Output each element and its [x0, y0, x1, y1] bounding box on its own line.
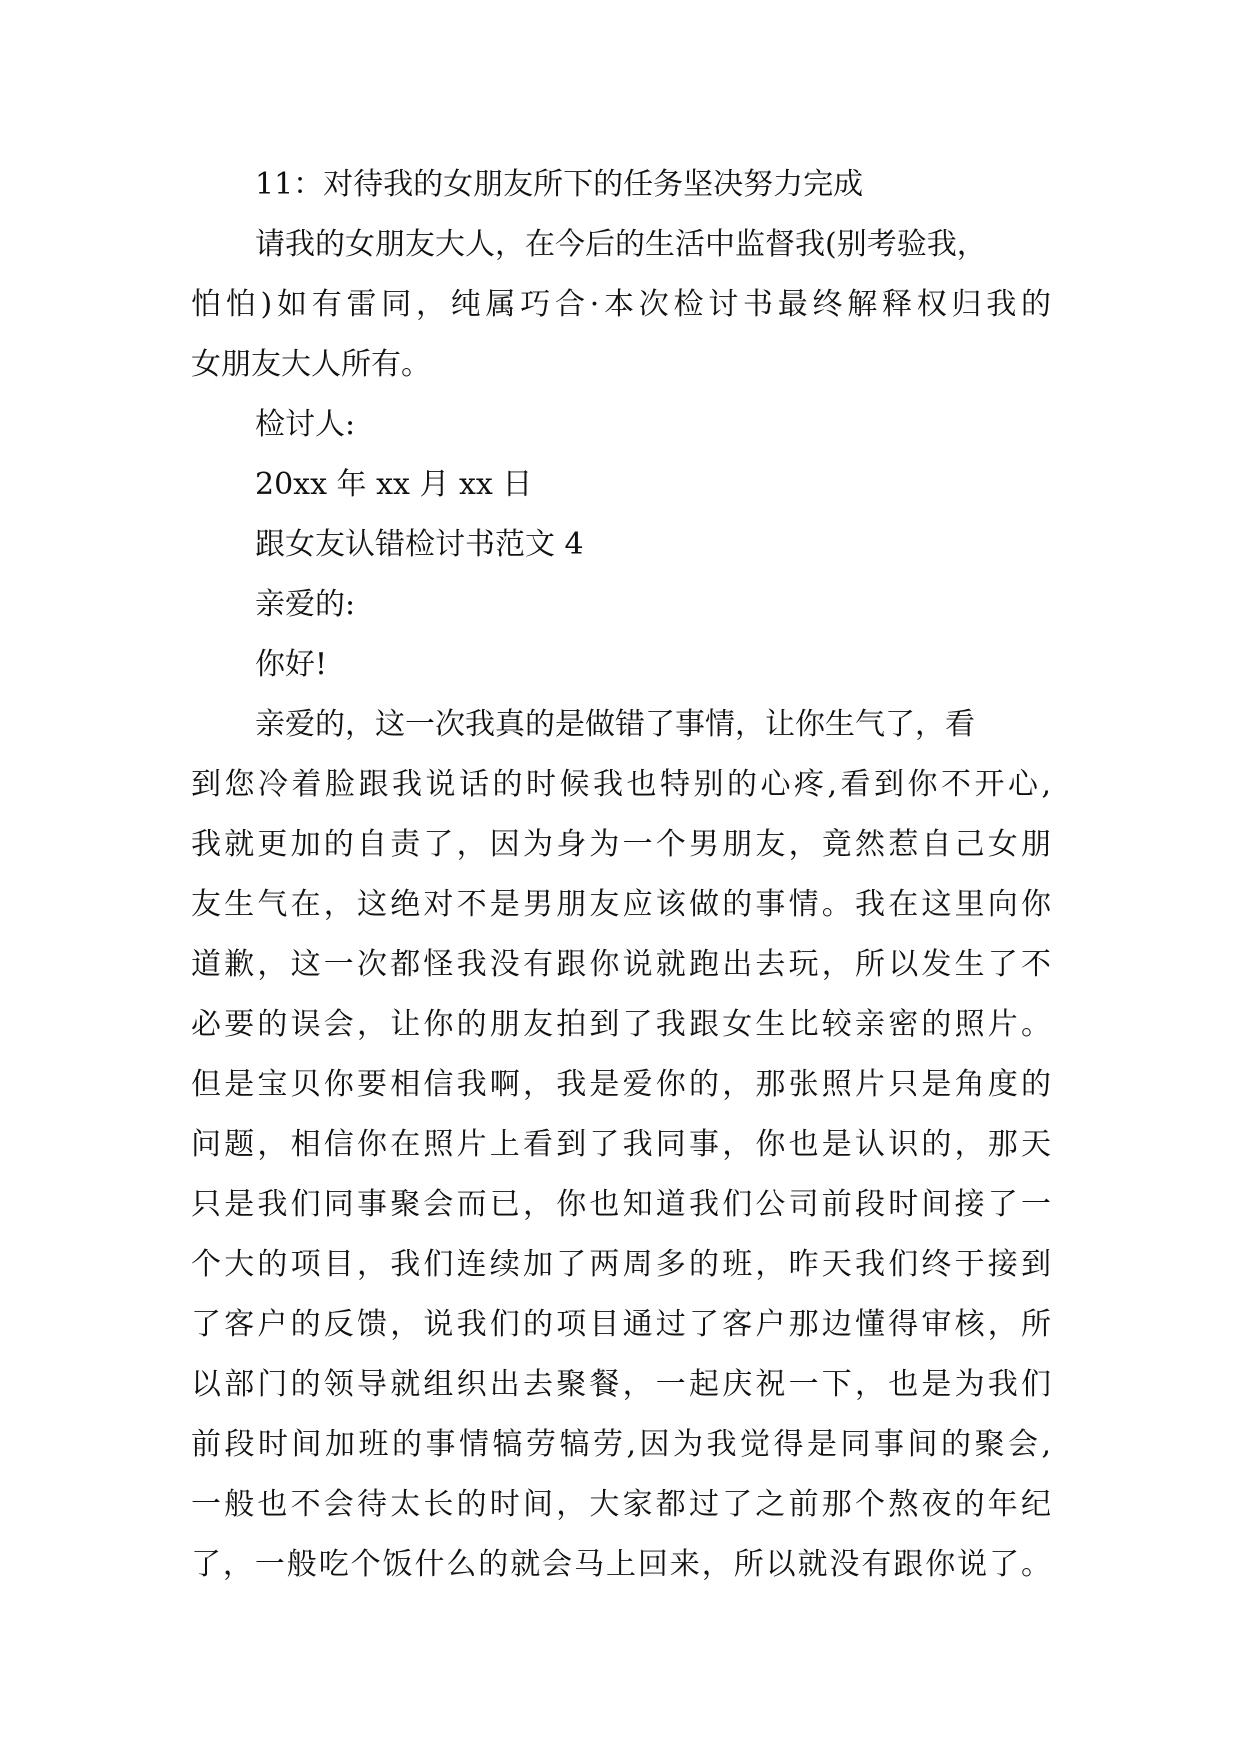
text-line: 了客户的反馈，说我们的项目通过了客户那边懂得审核，所	[191, 1307, 1051, 1342]
text-line: 前段时间加班的事情犒劳犒劳,因为我觉得是同事间的聚会,	[191, 1427, 1051, 1462]
section-heading: 跟女友认错检讨书范文 4	[255, 527, 584, 562]
text-line: 道歉，这一次都怪我没有跟你说就跑出去玩，所以发生了不	[191, 947, 1051, 982]
document-body	[191, 155, 1051, 1595]
salutation: 亲爱的:	[255, 587, 356, 622]
text-line: 个大的项目，我们连续加了两周多的班，昨天我们终于接到	[191, 1247, 1051, 1282]
text-line: 问题，相信你在照片上看到了我同事，你也是认识的，那天	[191, 1127, 1051, 1162]
text-line: 只是我们同事聚会而已，你也知道我们公司前段时间接了一	[191, 1187, 1051, 1222]
text-line: 以部门的领导就组织出去聚餐，一起庆祝一下，也是为我们	[191, 1367, 1051, 1402]
greeting: 你好!	[255, 647, 328, 682]
text-line: 了，一般吃个饭什么的就会马上回来，所以就没有跟你说了。	[191, 1547, 1051, 1582]
text-line: 女朋友大人所有。	[191, 347, 431, 382]
text-line: 但是宝贝你要相信我啊，我是爱你的，那张照片只是角度的	[191, 1067, 1051, 1102]
text-line: 友生气在，这绝对不是男朋友应该做的事情。我在这里向你	[191, 887, 1051, 922]
text-line: 怕怕)如有雷同，纯属巧合·本次检讨书最终解释权归我的	[191, 287, 1051, 322]
text-line: 请我的女朋友大人，在今后的生活中监督我(别考验我，	[255, 227, 987, 262]
text-line: 到您冷着脸跟我说话的时候我也特别的心疼,看到你不开心,	[191, 767, 1051, 802]
text-line: 我就更加的自责了，因为身为一个男朋友，竟然惹自己女朋	[191, 827, 1051, 862]
text-line: 11：对待我的女朋友所下的任务坚决努力完成	[255, 167, 864, 202]
text-line: 一般也不会待太长的时间，大家都过了之前那个熬夜的年纪	[191, 1487, 1051, 1522]
text-line: 必要的误会，让你的朋友拍到了我跟女生比较亲密的照片。	[191, 1007, 1051, 1042]
text-line: 20xx 年 xx 月 xx 日	[255, 467, 533, 502]
text-line: 亲爱的，这一次我真的是做错了事情，让你生气了，看	[255, 707, 975, 742]
text-line: 检讨人:	[255, 407, 356, 442]
